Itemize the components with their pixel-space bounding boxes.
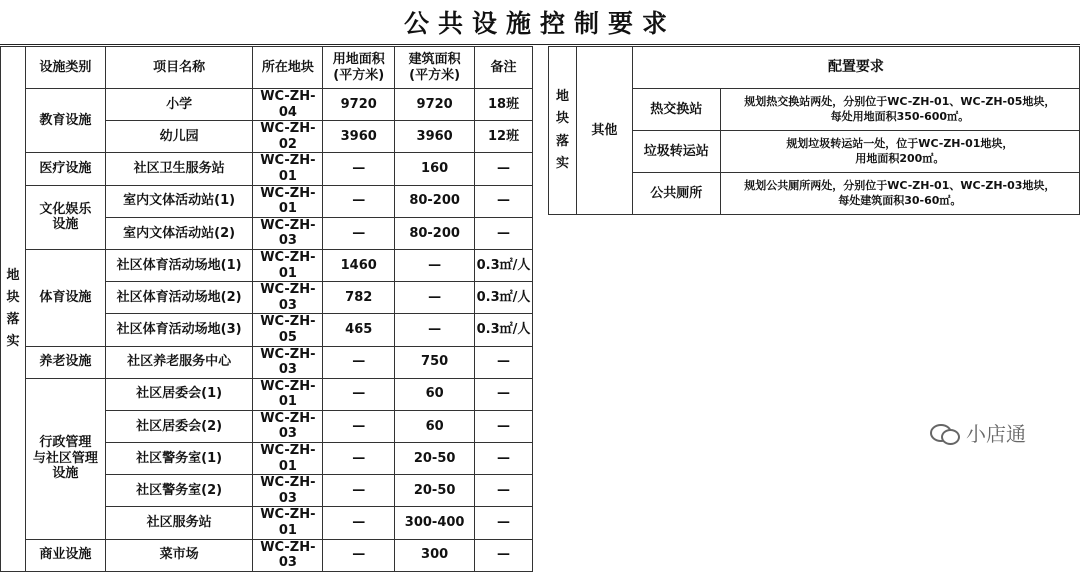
cell-land: — (323, 507, 395, 539)
cell-note: 12班 (475, 121, 533, 153)
cell-name: 室内文体活动站(1) (105, 185, 253, 217)
cell-plot: WC-ZH-03 (253, 475, 323, 507)
cell-plot: WC-ZH-01 (253, 507, 323, 539)
side-label-left: 地 块 落 实 (1, 47, 26, 572)
cell-land: — (323, 410, 395, 442)
cell-build: 300 (395, 539, 475, 571)
side-label-right: 地 块 落 实 (549, 47, 577, 215)
cell-land: 9720 (323, 89, 395, 121)
cell-land: — (323, 185, 395, 217)
header-name: 项目名称 (105, 47, 253, 89)
cell-land: — (323, 153, 395, 185)
cell-name: 社区体育活动场地(1) (105, 249, 253, 281)
table-row (1, 378, 533, 410)
config-name: 热交换站 (632, 89, 720, 131)
cell-note: — (475, 443, 533, 475)
cell-plot: WC-ZH-05 (253, 314, 323, 346)
cell-note: 18班 (475, 89, 533, 121)
header-plot: 所在地块 (253, 47, 323, 89)
cell-note: — (475, 507, 533, 539)
cell-build: 60 (395, 410, 475, 442)
table-row (1, 185, 533, 217)
cell-note: — (475, 217, 533, 249)
cell-plot: WC-ZH-01 (253, 249, 323, 281)
watermark (930, 418, 1026, 447)
category-culture: 文化娱乐 设施 (25, 185, 105, 249)
cell-build: 80-200 (395, 185, 475, 217)
cell-note: — (475, 346, 533, 378)
header-config: 配置要求 (632, 47, 1079, 89)
config-requirement: 规划热交换站两处，分别位于WC-ZH-01、WC-ZH-05地块， 每处用地面积350-600㎡。 (720, 89, 1079, 131)
cell-plot: WC-ZH-04 (253, 89, 323, 121)
category-elderly: 养老设施 (25, 346, 105, 378)
cell-name: 社区警务室(2) (105, 475, 253, 507)
cell-plot: WC-ZH-03 (253, 282, 323, 314)
table-row (1, 153, 533, 185)
cell-note: — (475, 153, 533, 185)
cell-land: 3960 (323, 121, 395, 153)
cell-build: 160 (395, 153, 475, 185)
cell-land: — (323, 378, 395, 410)
wechat-icon (930, 422, 960, 444)
cell-build: — (395, 249, 475, 281)
config-table (548, 46, 1080, 215)
cell-land: 465 (323, 314, 395, 346)
cell-land: 782 (323, 282, 395, 314)
header-land-area: 用地面积 (平方米) (323, 47, 395, 89)
cell-build: 9720 (395, 89, 475, 121)
cell-plot: WC-ZH-01 (253, 378, 323, 410)
table-separator (533, 46, 548, 478)
header-note: 备注 (475, 47, 533, 89)
cell-plot: WC-ZH-03 (253, 539, 323, 571)
cell-build: 750 (395, 346, 475, 378)
cell-plot: WC-ZH-03 (253, 410, 323, 442)
table-header-row (1, 47, 533, 89)
cell-land: — (323, 443, 395, 475)
table-row (1, 346, 533, 378)
config-header-row (549, 47, 1080, 89)
cell-land: 1460 (323, 249, 395, 281)
cell-name: 小学 (105, 89, 253, 121)
cell-build: 80-200 (395, 217, 475, 249)
cell-name: 社区服务站 (105, 507, 253, 539)
config-requirement: 规划公共厕所两处，分别位于WC-ZH-01、WC-ZH-03地块， 每处建筑面积30-60㎡。 (720, 173, 1079, 215)
config-requirement: 规划垃圾转运站一处，位于WC-ZH-01地块， 用地面积200㎡。 (720, 131, 1079, 173)
table-row (1, 89, 533, 121)
cell-note: — (475, 378, 533, 410)
cell-plot: WC-ZH-03 (253, 217, 323, 249)
cell-name: 社区居委会(1) (105, 378, 253, 410)
category-medical: 医疗设施 (25, 153, 105, 185)
category-other: 其他 (576, 47, 632, 215)
cell-land: — (323, 346, 395, 378)
cell-plot: WC-ZH-01 (253, 185, 323, 217)
cell-name: 社区体育活动场地(2) (105, 282, 253, 314)
cell-name: 室内文体活动站(2) (105, 217, 253, 249)
config-name: 公共厕所 (632, 173, 720, 215)
table-row (1, 249, 533, 281)
cell-note: — (475, 475, 533, 507)
config-name: 垃圾转运站 (632, 131, 720, 173)
facility-table (0, 46, 533, 572)
watermark-text: 小店通 (966, 422, 1026, 446)
cell-land: — (323, 475, 395, 507)
cell-note: — (475, 185, 533, 217)
cell-note: 0.3㎡/人 (475, 282, 533, 314)
cell-plot: WC-ZH-01 (253, 153, 323, 185)
header-build-area: 建筑面积 (平方米) (395, 47, 475, 89)
cell-land: — (323, 539, 395, 571)
cell-name: 社区居委会(2) (105, 410, 253, 442)
cell-name: 幼儿园 (105, 121, 253, 153)
cell-build: 300-400 (395, 507, 475, 539)
cell-name: 社区卫生服务站 (105, 153, 253, 185)
cell-build: — (395, 282, 475, 314)
cell-name: 社区警务室(1) (105, 443, 253, 475)
page-title: 公共设施控制要求 (0, 0, 1080, 45)
header-category: 设施类别 (25, 47, 105, 89)
cell-name: 菜市场 (105, 539, 253, 571)
cell-plot: WC-ZH-03 (253, 346, 323, 378)
cell-note: 0.3㎡/人 (475, 249, 533, 281)
cell-note: — (475, 539, 533, 571)
cell-name: 社区养老服务中心 (105, 346, 253, 378)
cell-note: 0.3㎡/人 (475, 314, 533, 346)
cell-note: — (475, 410, 533, 442)
cell-name: 社区体育活动场地(3) (105, 314, 253, 346)
category-education: 教育设施 (25, 89, 105, 153)
category-commerce: 商业设施 (25, 539, 105, 571)
cell-build: — (395, 314, 475, 346)
cell-build: 20-50 (395, 443, 475, 475)
cell-build: 3960 (395, 121, 475, 153)
category-admin: 行政管理 与社区管理 设施 (25, 378, 105, 539)
cell-land: — (323, 217, 395, 249)
cell-build: 60 (395, 378, 475, 410)
cell-plot: WC-ZH-01 (253, 443, 323, 475)
category-sports: 体育设施 (25, 249, 105, 346)
cell-build: 20-50 (395, 475, 475, 507)
cell-plot: WC-ZH-02 (253, 121, 323, 153)
table-row (1, 539, 533, 571)
